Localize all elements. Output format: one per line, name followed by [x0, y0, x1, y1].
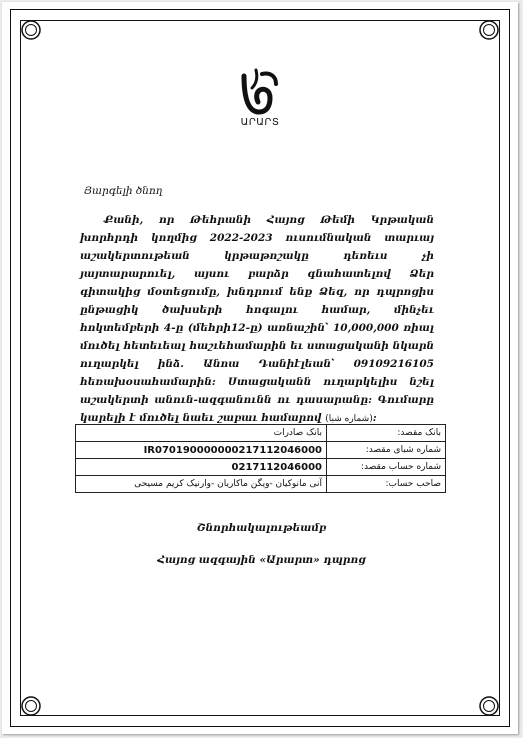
- corner-ornament-icon: [16, 15, 46, 45]
- account-number-label: شماره حساب مقصد:: [327, 459, 446, 476]
- letter-body: [80, 211, 434, 428]
- table-row: [76, 442, 446, 459]
- sheba-number-value: IR070190000000217112046000: [76, 442, 327, 459]
- sheba-number-label: شماره شبای مقصد:: [327, 442, 446, 459]
- closing-signature: Հայոց ազգային «Արարտ» դպրոց: [157, 554, 366, 566]
- account-holder-value: آنی مانوکیان -ویگن ماکاریان -وارنیک کریم مسیحی: [76, 476, 327, 493]
- letter-body-text: Քանի, որ Թեհրանի Հայոց Թեմի Կրթական խորհրդի կողմից 2022-2023 ուսումնական տարւայ աշակերտութեան կրթաթոշակը դեռեւս չի յայտարարուել, այսու բարձր գնահատելով Ձեր գիտակից մօտեցումը, խնդրում ենք Ձեզ, որ դպրոցիս ընթացիկ ծախսերի հոգալու համար, մինչեւ հոկտեմբերի 4-ը (մեհրի12-ը) առնաշին՝ 10,000,000 ռիալ մուծել հետեւեալ հաշւեհամարին եւ ստացականի նկարն ուղարկել ինձ. Անոա Դանիէլեան՝ 09109216105 հեռախօսահամարին: Ստացականն ուղարկելիս նշել աշակերտի անուն-ազգանունն ու դասարանը: Գումարը կարելի է մուծել նաեւ շաբաւ համարով: [80, 214, 434, 424]
- table-row: [76, 476, 446, 493]
- letter-body-end: :: [372, 412, 377, 424]
- bank-name-value: بانک صادرات: [76, 425, 327, 442]
- bank-name-label: بانک مقصد:: [327, 425, 446, 442]
- bank-details-table: [75, 424, 446, 493]
- account-number-value: 0217112046000: [76, 459, 327, 476]
- table-row: [76, 459, 446, 476]
- corner-ornament-icon: [16, 691, 46, 721]
- logo-text: ԱՐԱՐՏ: [240, 117, 280, 128]
- account-holder-label: صاحب حساب:: [327, 476, 446, 493]
- sheba-note: (شماره شبا): [325, 414, 373, 424]
- closing-thanks: Շնորհակալութեամբ: [196, 522, 327, 534]
- corner-ornament-icon: [474, 15, 504, 45]
- salutation: Յարգելի ծնող: [84, 185, 163, 197]
- table-row: [76, 425, 446, 442]
- corner-ornament-icon: [474, 691, 504, 721]
